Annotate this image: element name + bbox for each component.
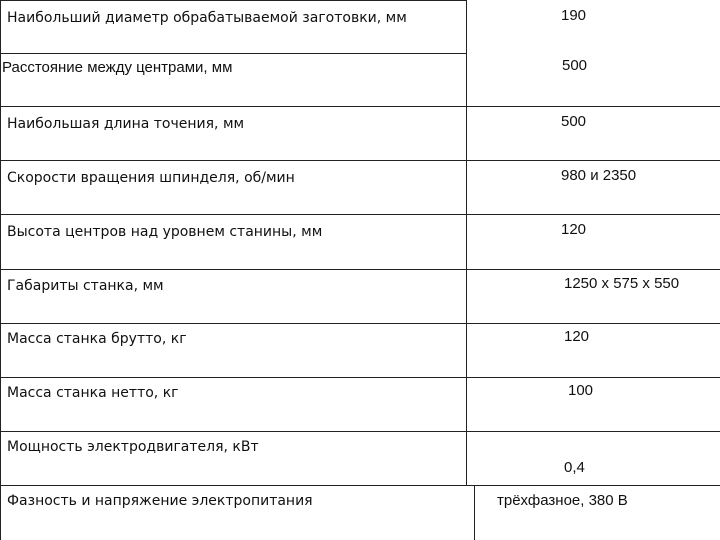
row-divider bbox=[0, 53, 467, 54]
row-label: Габариты станка, мм bbox=[7, 278, 164, 294]
row-value: 0,4 bbox=[564, 459, 585, 476]
row-label: Наибольший диаметр обрабатываемой заготовки, мм bbox=[7, 10, 407, 26]
table-left-border bbox=[0, 0, 1, 540]
row-divider bbox=[0, 160, 720, 161]
row-value: 100 bbox=[568, 382, 594, 399]
row-label: Наибольшая длина точения, мм bbox=[7, 116, 245, 132]
row-divider bbox=[0, 106, 720, 107]
column-divider-lower bbox=[474, 485, 475, 540]
row-divider bbox=[0, 377, 720, 378]
row-value: 980 и 2350 bbox=[561, 167, 637, 184]
row-divider bbox=[0, 269, 720, 270]
row-label: Мощность электродвигателя, кВт bbox=[7, 439, 259, 455]
row-value: 500 bbox=[562, 57, 588, 74]
row-value: 120 bbox=[561, 221, 587, 238]
row-value: 1250 х 575 х 550 bbox=[564, 275, 680, 292]
row-label: Скорости вращения шпинделя, об/мин bbox=[7, 170, 295, 186]
row-label: Фазность и напряжение электропитания bbox=[7, 493, 313, 509]
row-divider bbox=[0, 214, 720, 215]
row-label: Расстояние между центрами, мм bbox=[2, 59, 233, 76]
row-divider bbox=[0, 431, 720, 432]
row-divider bbox=[0, 323, 720, 324]
row-divider bbox=[0, 0, 467, 1]
column-divider-upper bbox=[466, 0, 467, 485]
row-label: Масса станка нетто, кг bbox=[7, 385, 179, 401]
row-value: трёхфазное, 380 В bbox=[497, 492, 628, 509]
row-label: Масса станка брутто, кг bbox=[7, 331, 187, 347]
row-value: 120 bbox=[564, 328, 590, 345]
row-label: Высота центров над уровнем станины, мм bbox=[7, 224, 323, 240]
row-divider bbox=[0, 485, 720, 486]
row-value: 500 bbox=[561, 113, 587, 130]
row-value: 190 bbox=[561, 7, 587, 24]
